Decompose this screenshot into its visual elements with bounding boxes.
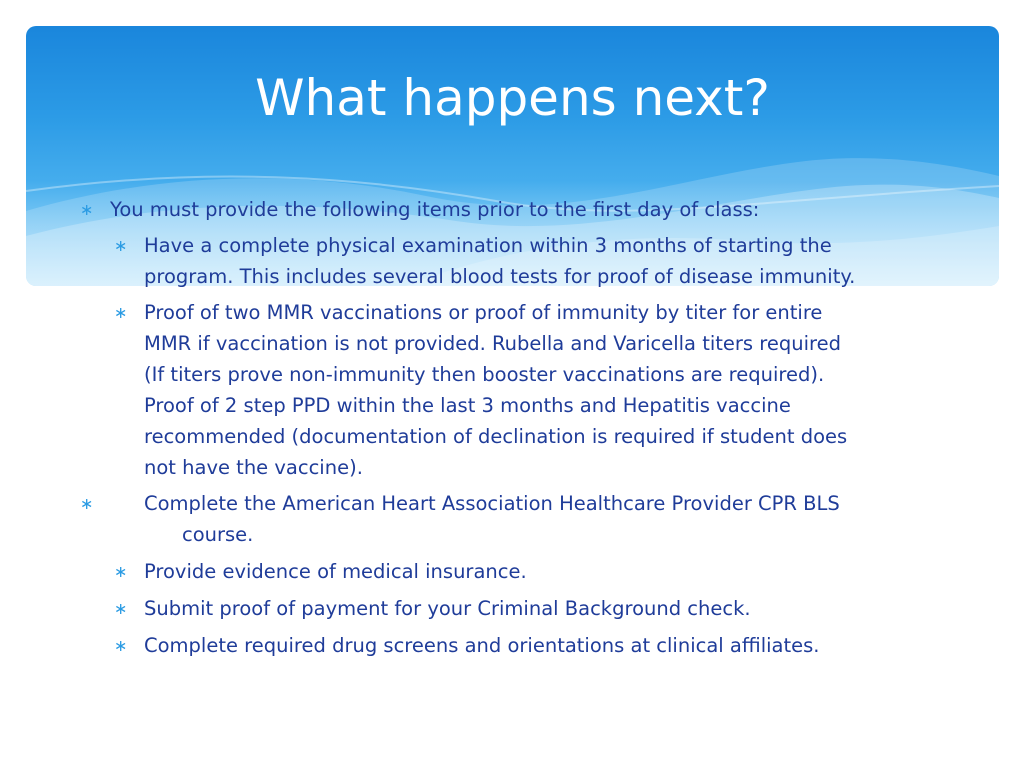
- slide-title: What happens next?: [255, 69, 770, 127]
- list-item: Complete required drug screens and orientations at clinical affiliates.: [144, 634, 820, 657]
- list-item: Submit proof of payment for your Criminal Background check.: [144, 597, 751, 620]
- asterisk-bullet-icon: ∗: [114, 599, 128, 618]
- asterisk-bullet-icon: ∗: [80, 494, 94, 513]
- asterisk-bullet-icon: ∗: [114, 303, 128, 322]
- list-item: Complete the American Heart Association Healthcare Provider CPR BLS course.: [144, 492, 840, 546]
- list-item: You must provide the following items prior to the first day of class:: [110, 198, 760, 221]
- list-item: Provide evidence of medical insurance.: [144, 560, 527, 583]
- asterisk-bullet-icon: ∗: [114, 562, 128, 581]
- asterisk-bullet-icon: ∗: [114, 236, 128, 255]
- list-item: Have a complete physical examination within 3 months of starting the program. This includes several blood tests for proof of disease immunity.: [144, 234, 856, 288]
- asterisk-bullet-icon: ∗: [80, 200, 94, 219]
- asterisk-bullet-icon: ∗: [114, 636, 128, 655]
- list-item: Proof of two MMR vaccinations or proof of immunity by titer for entire MMR if vaccination is not provided. Rubella and Varicella titers required (If titers prove non-immunity then booster vaccinations are required). Proof of 2 step PPD within the last 3 months and Hepatitis vaccine recommended (documentation of declination is required if student does not have the vaccine).: [144, 301, 848, 479]
